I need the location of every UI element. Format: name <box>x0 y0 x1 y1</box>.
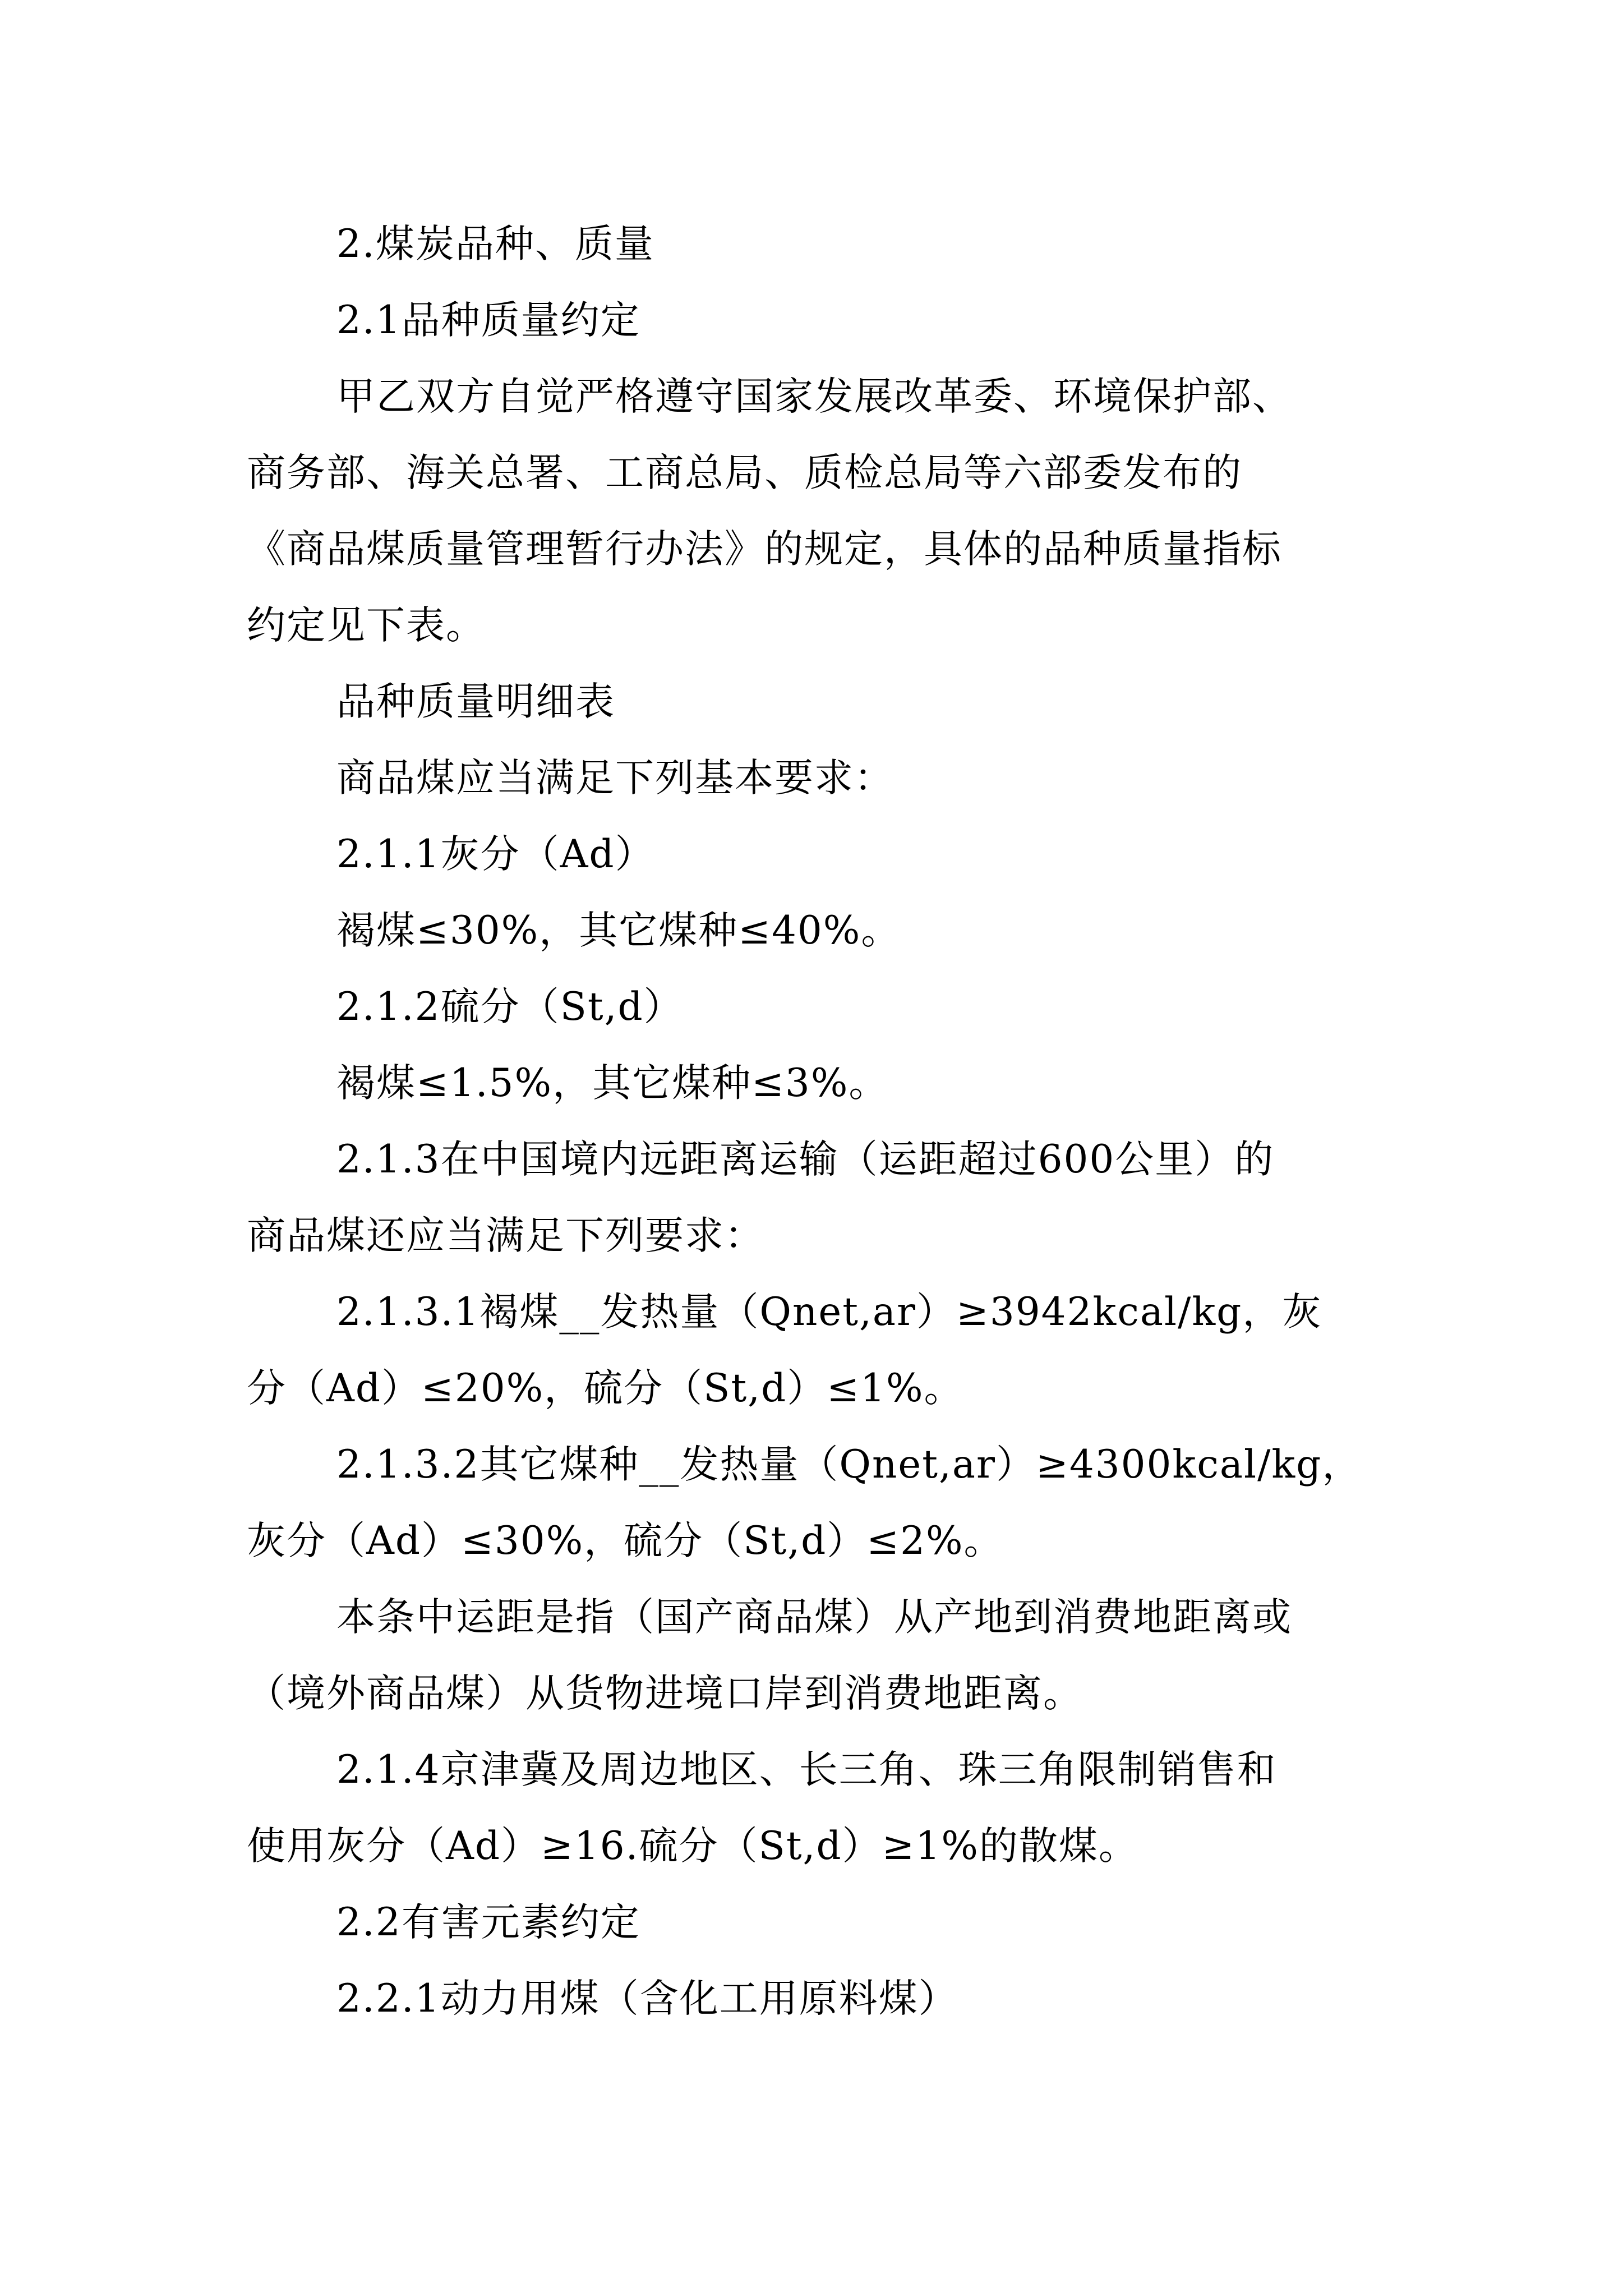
section-heading-2-1: 2.1品种质量约定 <box>336 298 640 343</box>
paragraph-line: （境外商品煤）从货物进境口岸到消费地距离。 <box>247 1671 1083 1716</box>
table-caption: 品种质量明细表 <box>336 679 615 724</box>
paragraph-line: 《商品煤质量管理暂行办法》的规定，具体的品种质量指标 <box>247 527 1282 572</box>
section-heading-2-2: 2.2有害元素约定 <box>336 1900 640 1945</box>
clause-heading-2-1-4: 2.1.4京津冀及周边地区、长三角、珠三角限制销售和 <box>336 1747 1277 1792</box>
clause-heading-2-1-3: 2.1.3在中国境内远距离运输（运距超过600公里）的 <box>336 1137 1275 1182</box>
paragraph-line: 商品煤还应当满足下列要求： <box>247 1213 764 1258</box>
paragraph-line: 约定见下表。 <box>247 603 486 648</box>
paragraph-line: 使用灰分（Ad）≥16.硫分（St,d）≥1%的散煤。 <box>247 1824 1138 1869</box>
clause-heading-2-1-2: 2.1.2硫分（St,d） <box>336 984 684 1029</box>
clause-heading-2-2-1: 2.2.1动力用煤（含化工用原料煤） <box>336 1976 958 2021</box>
paragraph-line: 商务部、海关总署、工商总局、质检总局等六部委发布的 <box>247 450 1242 495</box>
clause-2-1-3-2: 2.1.3.2其它煤种__发热量（Qnet,ar）≥4300kcal/kg， <box>336 1442 1362 1487</box>
paragraph-line: 褐煤≤1.5%，其它煤种≤3%。 <box>336 1061 889 1106</box>
paragraph-line: 商品煤应当满足下列基本要求： <box>336 756 894 800</box>
paragraph-line: 灰分（Ad）≤30%，硫分（St,d）≤2%。 <box>247 1519 1004 1563</box>
clause-heading-2-1-1: 2.1.1灰分（Ad） <box>336 832 655 877</box>
paragraph-line: 分（Ad）≤20%，硫分（St,d）≤1%。 <box>247 1366 964 1411</box>
clause-2-1-3-1: 2.1.3.1褐煤__发热量（Qnet,ar）≥3942kcal/kg，灰 <box>336 1290 1322 1335</box>
paragraph-line: 褐煤≤30%，其它煤种≤40%。 <box>336 908 901 953</box>
section-heading-2: 2.煤炭品种、质量 <box>336 222 654 266</box>
paragraph-line: 甲乙双方自觉严格遵守国家发展改革委、环境保护部、 <box>336 374 1292 419</box>
paragraph-line: 本条中运距是指（国产商品煤）从产地到消费地距离或 <box>336 1595 1292 1640</box>
